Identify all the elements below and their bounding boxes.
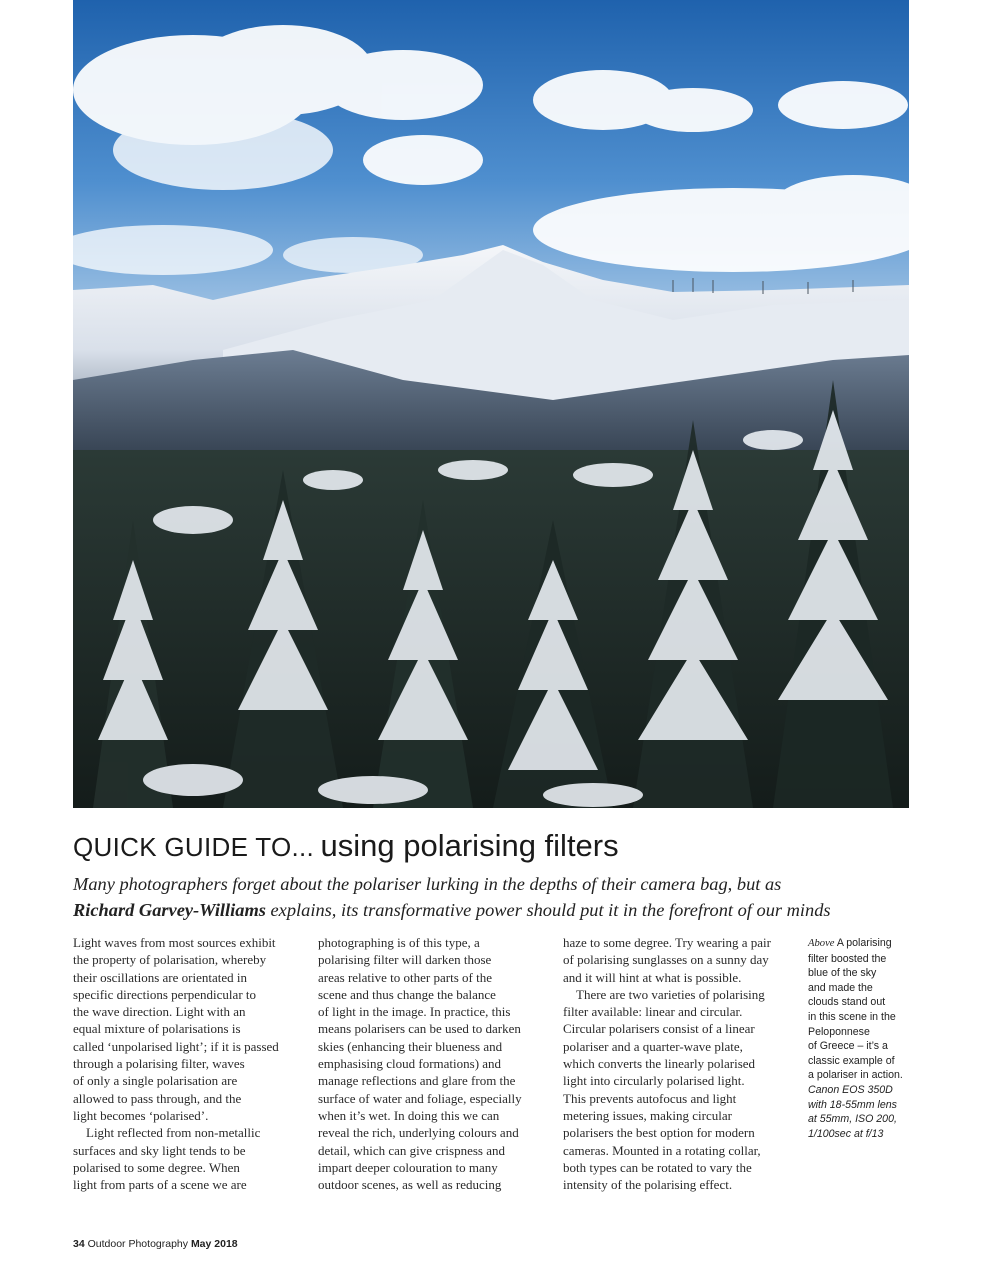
caption-tech-line: with 18-55mm lens bbox=[808, 1098, 897, 1111]
body-line: Light reflected from non-metallic bbox=[86, 1125, 261, 1141]
body-column-1 bbox=[73, 934, 303, 1193]
body-line: polarised to some degree. When bbox=[73, 1159, 240, 1175]
body-line: their oscillations are orientated in bbox=[73, 969, 247, 985]
body-line: and it will hint at what is possible. bbox=[563, 969, 742, 985]
body-line: specific directions perpendicular to bbox=[73, 986, 257, 1002]
body-line: haze to some degree. Try wearing a pair bbox=[563, 935, 771, 950]
standfirst-line-2 bbox=[73, 897, 909, 923]
caption-tech-line: at 55mm, ISO 200, bbox=[808, 1113, 897, 1126]
magazine-name: Outdoor Photography bbox=[87, 1238, 189, 1250]
caption-line bbox=[808, 936, 918, 952]
caption-line: classic example of bbox=[808, 1054, 895, 1067]
caption-text: A polarising bbox=[836, 937, 892, 949]
caption-tech-line: Canon EOS 350D bbox=[808, 1083, 893, 1096]
page-folio bbox=[73, 1238, 238, 1250]
caption-line: clouds stand out bbox=[808, 996, 886, 1009]
body-column-3 bbox=[563, 934, 793, 1193]
body-line: through a polarising filter, waves bbox=[73, 1056, 245, 1072]
body-line: both types can be rotated to vary the bbox=[563, 1159, 752, 1175]
body-line: polarisers the best option for modern bbox=[563, 1125, 755, 1141]
body-line: the property of polarisation, whereby bbox=[73, 952, 267, 968]
body-line: filter available: linear and circular. bbox=[563, 1004, 743, 1020]
body-line: detail, which can give crispness and bbox=[318, 1142, 505, 1158]
caption-line: and made the bbox=[808, 981, 873, 994]
body-line: of only a single polarisation are bbox=[73, 1073, 238, 1089]
body-line: surface of water and foliage, especially bbox=[318, 1090, 522, 1106]
body-line: light becomes ‘polarised’. bbox=[73, 1107, 209, 1123]
caption-lead: Above bbox=[808, 938, 835, 949]
body-line: photographing is of this type, a bbox=[318, 935, 480, 950]
body-line: of polarising sunglasses on a sunny day bbox=[563, 952, 769, 968]
body-line: polarising filter will darken those bbox=[318, 952, 492, 968]
body-line: light into circularly polarised light. bbox=[563, 1073, 745, 1089]
caption-line: a polariser in action. bbox=[808, 1069, 903, 1082]
body-line: equal mixture of polarisations is bbox=[73, 1021, 241, 1037]
body-line: the wave direction. Light with an bbox=[73, 1004, 246, 1020]
body-line: allowed to pass through, and the bbox=[73, 1090, 242, 1106]
caption-line: filter boosted the bbox=[808, 952, 887, 965]
body-line: polariser and a quarter-wave plate, bbox=[563, 1038, 743, 1054]
body-line: surfaces and sky light tends to be bbox=[73, 1142, 246, 1158]
body-line: impart deeper colouration to many bbox=[318, 1159, 498, 1175]
body-line: areas relative to other parts of the bbox=[318, 969, 492, 985]
body-line: intensity of the polarising effect. bbox=[563, 1177, 733, 1193]
body-line: There are two varieties of polarising bbox=[576, 986, 765, 1002]
standfirst-line-1: Many photographers forget about the polariser lurking in the depths of their camera bag, but as bbox=[73, 874, 782, 894]
body-line: of light in the image. In practice, this bbox=[318, 1004, 511, 1020]
body-line: reveal the rich, underlying colours and bbox=[318, 1125, 519, 1141]
body-line: outdoor scenes, as well as reducing bbox=[318, 1177, 502, 1193]
body-line: called ‘unpolarised light’; if it is passed bbox=[73, 1038, 279, 1054]
caption-line: in this scene in the bbox=[808, 1010, 896, 1023]
body-line: when it’s wet. In doing this we can bbox=[318, 1107, 500, 1123]
body-line: metering issues, making circular bbox=[563, 1107, 732, 1123]
landscape-photo bbox=[73, 0, 909, 808]
body-column-2 bbox=[318, 934, 548, 1193]
headline-title: using polarising filters bbox=[320, 828, 619, 863]
body-line: Circular polarisers consist of a linear bbox=[563, 1021, 755, 1037]
standfirst bbox=[73, 871, 909, 923]
headline bbox=[73, 828, 909, 864]
caption-tech-line: 1/100sec at f/13 bbox=[808, 1127, 884, 1140]
body-line: Light waves from most sources exhibit bbox=[73, 935, 276, 950]
body-line: light from parts of a scene we are bbox=[73, 1177, 247, 1193]
body-line: This prevents autofocus and light bbox=[563, 1090, 737, 1106]
body-line: cameras. Mounted in a rotating collar, bbox=[563, 1142, 761, 1158]
body-line: skies (enhancing their blueness and bbox=[318, 1038, 503, 1054]
photo-caption bbox=[808, 936, 918, 1141]
body-line: means polarisers can be used to darken bbox=[318, 1021, 521, 1037]
body-line: which converts the linearly polarised bbox=[563, 1056, 756, 1072]
body-line: scene and thus change the balance bbox=[318, 986, 496, 1002]
standfirst-line-2-rest: explains, its transformative power should put it in the forefront of our minds bbox=[265, 900, 831, 920]
caption-line: Peloponnese bbox=[808, 1025, 870, 1038]
page-number: 34 bbox=[73, 1238, 85, 1250]
caption-line: of Greece – it’s a bbox=[808, 1040, 888, 1053]
body-line: manage reflections and glare from the bbox=[318, 1073, 516, 1089]
author-name: Richard Garvey-Williams bbox=[73, 900, 266, 920]
body-line: emphasising cloud formations) and bbox=[318, 1056, 502, 1072]
caption-line: blue of the sky bbox=[808, 967, 877, 980]
headline-kicker: QUICK GUIDE TO... bbox=[73, 832, 315, 862]
issue-date: May 2018 bbox=[190, 1238, 238, 1250]
